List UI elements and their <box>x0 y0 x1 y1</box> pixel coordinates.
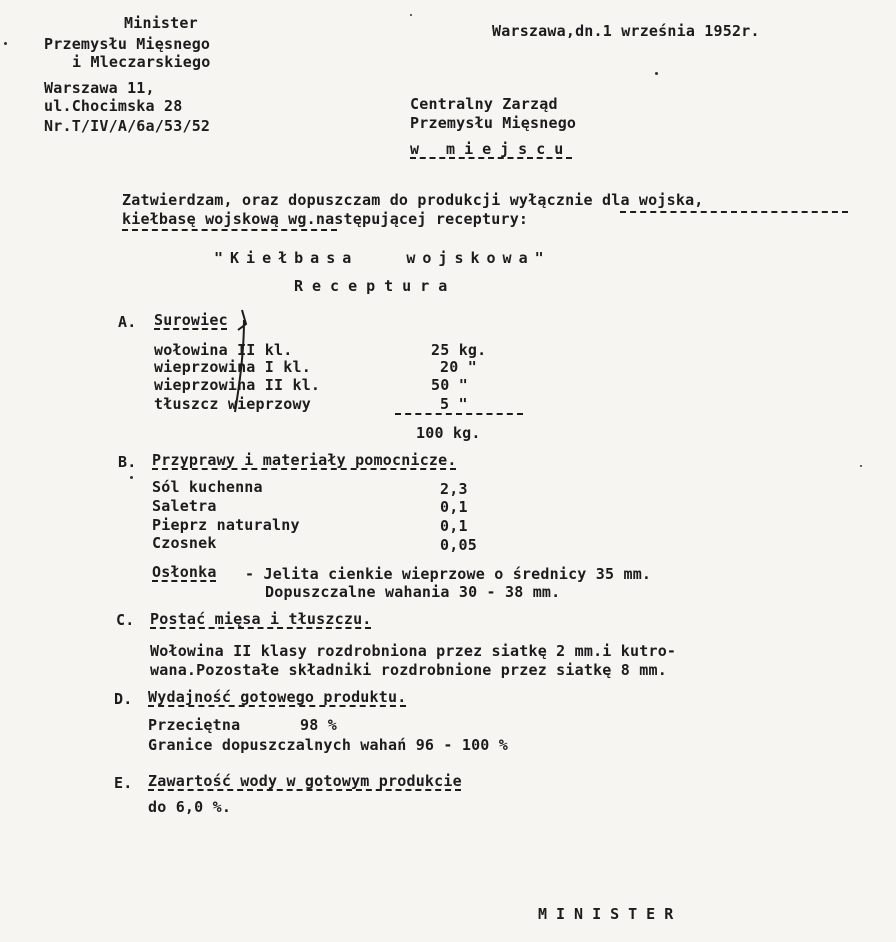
section-a-item-name: wołowina II kl. <box>154 341 293 359</box>
section-a-item-name: tłuszcz wieprzowy <box>154 395 311 413</box>
section-a-item-name: wieprzowina I kl. <box>154 358 311 376</box>
casing-line2: Dopuszczalne wahania 30 - 38 mm. <box>265 583 561 601</box>
sender-addr2: ul.Chocimska 28 <box>44 97 183 115</box>
scan-speck <box>4 42 7 45</box>
section-c-letter: C. <box>116 611 135 629</box>
intro-line1: Zatwierdzam, oraz dopuszczam do produkcji wyłącznie dla wojska, <box>122 191 704 209</box>
section-e-line1: do 6,0 %. <box>148 798 232 816</box>
section-d-heading: Wydajność gotowego produktu. <box>148 688 407 706</box>
section-d-line1-label: Przeciętna <box>148 716 241 734</box>
sender-line3: i Mleczarskiego <box>72 53 211 71</box>
section-a-item-qty: 5 " <box>440 395 468 413</box>
place-date: Warszawa,dn.1 września 1952r. <box>492 22 760 40</box>
section-a-total: 100 kg. <box>416 424 481 442</box>
intro-line2: kiełbasę wojskową wg.następującej receptury: <box>122 210 529 228</box>
section-d-line2: Granice dopuszczalnych wahań 96 - 100 % <box>148 736 508 754</box>
section-a-item-qty: 25 kg. <box>431 341 487 359</box>
section-c-line1: Wołowina II klasy rozdrobniona przez siatkę 2 mm.i kutro- <box>150 642 677 660</box>
pen-stroke-mark <box>220 306 270 416</box>
section-a-item-name: wieprzowina II kl. <box>154 376 321 394</box>
section-a-heading: Surowiec <box>154 311 228 329</box>
section-b-item-qty: 0,05 <box>440 536 477 554</box>
signature: MINISTER <box>538 905 683 923</box>
document-subtitle: Receptura <box>294 277 457 295</box>
scan-speck <box>655 72 658 75</box>
section-a-item-qty: 50 " <box>431 376 468 394</box>
section-a-letter: A. <box>118 313 137 331</box>
section-c-heading: Postać mięsa i tłuszczu. <box>150 610 372 628</box>
recipient-line3: w miejscu <box>410 140 573 158</box>
section-b-item-name: Saletra <box>152 497 217 515</box>
sum-line <box>395 413 523 415</box>
section-d-line1-value: 98 % <box>300 716 337 734</box>
sender-line1: Minister <box>124 14 198 32</box>
section-e-heading: Zawartość wody w gotowym produkcie <box>148 772 462 790</box>
section-a-item-qty: 20 " <box>440 358 477 376</box>
section-b-item-name: Sól kuchenna <box>152 478 263 496</box>
sender-line2: Przemysłu Mięsnego <box>44 35 211 53</box>
scan-speck <box>410 14 412 16</box>
section-b-letter: B. <box>118 453 137 471</box>
section-b-item-qty: 0,1 <box>440 517 468 535</box>
section-b-item-qty: 2,3 <box>440 480 468 498</box>
section-b-item-qty: 0,1 <box>440 498 468 516</box>
section-b-item-name: Pieprz naturalny <box>152 516 300 534</box>
recipient-line1: Centralny Zarząd <box>410 95 558 113</box>
section-b-item-name: Czosnek <box>152 534 217 552</box>
recipient-line2: Przemysłu Mięsnego <box>410 114 577 132</box>
casing-label: Osłonka <box>152 563 217 581</box>
section-c-line2: wana.Pozostałe składniki rozdrobnione przez siatkę 8 mm. <box>150 661 667 679</box>
section-b-heading: Przyprawy i materiały pomocnicze. <box>152 451 457 469</box>
reference-number: Nr.T/IV/A/6a/53/52 <box>44 117 211 135</box>
intro-underline-2 <box>620 211 848 213</box>
casing-line1: - Jelita cienkie wieprzowe o średnicy 35 mm. <box>245 565 652 583</box>
intro-underline <box>122 229 337 231</box>
scan-speck <box>860 465 862 467</box>
section-e-letter: E. <box>114 774 133 792</box>
section-d-letter: D. <box>114 690 133 708</box>
document-title: "Kiełbasa wojskowa" <box>214 249 551 267</box>
sender-addr1: Warszawa 11, <box>44 79 155 97</box>
scan-speck <box>130 476 133 479</box>
